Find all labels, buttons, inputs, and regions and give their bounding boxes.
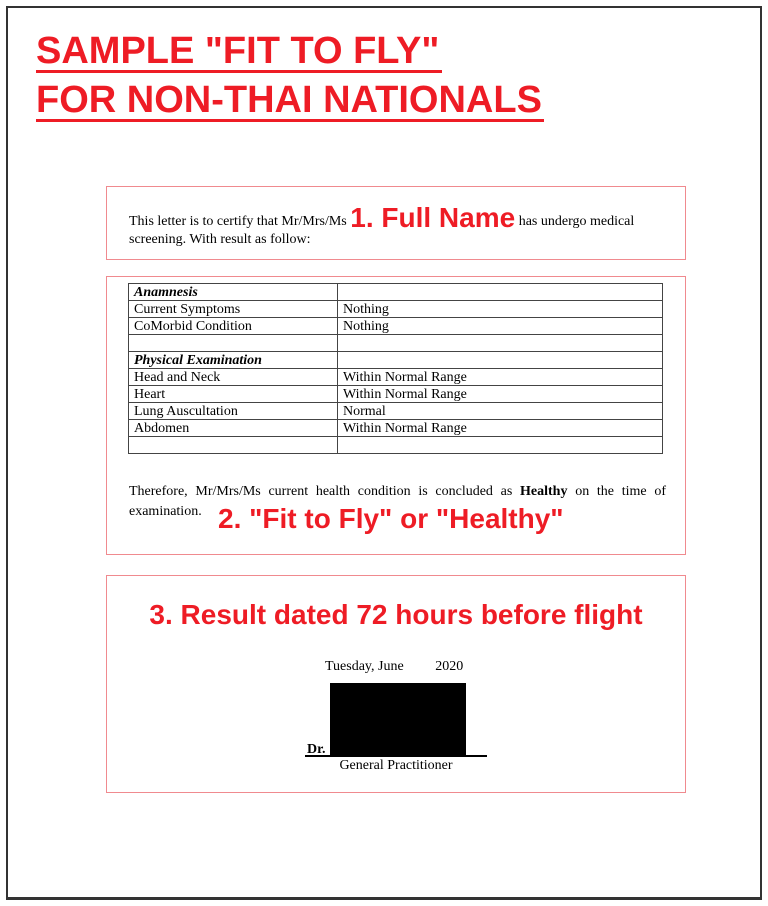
table-cell-label: Head and Neck <box>129 369 338 386</box>
redacted-signature-block <box>330 683 466 755</box>
table-row <box>129 352 663 369</box>
table-row <box>129 335 663 352</box>
fit-to-fly-annotation: 2. "Fit to Fly" or "Healthy" <box>218 503 564 534</box>
section-header-anamnesis: Anamnesis <box>129 284 338 301</box>
signature-date: Tuesday, June 2020 <box>325 659 464 674</box>
health-status: Healthy <box>520 484 568 499</box>
doctor-role: General Practitioner <box>339 758 453 773</box>
intro-text-after: has undergo medical screening. With result as follow: <box>129 214 635 247</box>
title-line-2: FOR NON-THAI NATIONALS <box>36 81 544 122</box>
conclusion-text-before: Therefore, Mr/Mrs/Ms current health condition is concluded as <box>129 484 521 499</box>
examination-table <box>128 283 663 454</box>
doctor-prefix: Dr. <box>307 742 326 757</box>
table-cell-value: Nothing <box>338 318 663 335</box>
intro-text-before: This letter is to certify that Mr/Mrs/Ms <box>129 214 351 229</box>
table-cell-value: Within Normal Range <box>338 386 663 403</box>
table-cell-value <box>338 352 663 369</box>
document-page <box>6 6 762 900</box>
table-cell-value <box>338 335 663 352</box>
table-row <box>129 284 663 301</box>
document-title <box>36 30 544 128</box>
certification-statement <box>129 202 674 249</box>
table-cell-label: Current Symptoms <box>129 301 338 318</box>
table-cell-value: Within Normal Range <box>338 369 663 386</box>
title-line-1: SAMPLE "FIT TO FLY" <box>36 32 442 73</box>
section-header-physical-examination: Physical Examination <box>129 352 338 369</box>
table-cell-label: Lung Auscultation <box>129 403 338 420</box>
table-row <box>129 437 663 454</box>
certification-box <box>106 186 686 260</box>
table-cell-label <box>129 437 338 454</box>
table-row <box>129 369 663 386</box>
table-cell-label <box>129 335 338 352</box>
table-cell-value <box>338 284 663 301</box>
table-row <box>129 301 663 318</box>
table-cell-label: CoMorbid Condition <box>129 318 338 335</box>
signature-box <box>106 575 686 793</box>
table-cell-label: Heart <box>129 386 338 403</box>
table-cell-label: Abdomen <box>129 420 338 437</box>
full-name-annotation: 1. Full Name <box>350 202 516 233</box>
examination-box <box>106 276 686 555</box>
table-row <box>129 403 663 420</box>
conclusion-text-after: on the time of examination. <box>129 484 666 519</box>
table-row <box>129 386 663 403</box>
table-cell-value: Nothing <box>338 301 663 318</box>
table-row <box>129 318 663 335</box>
result-date-annotation: 3. Result dated 72 hours before flight <box>149 599 643 630</box>
table-cell-value: Within Normal Range <box>338 420 663 437</box>
table-cell-value: Normal <box>338 403 663 420</box>
table-cell-value <box>338 437 663 454</box>
table-row <box>129 420 663 437</box>
